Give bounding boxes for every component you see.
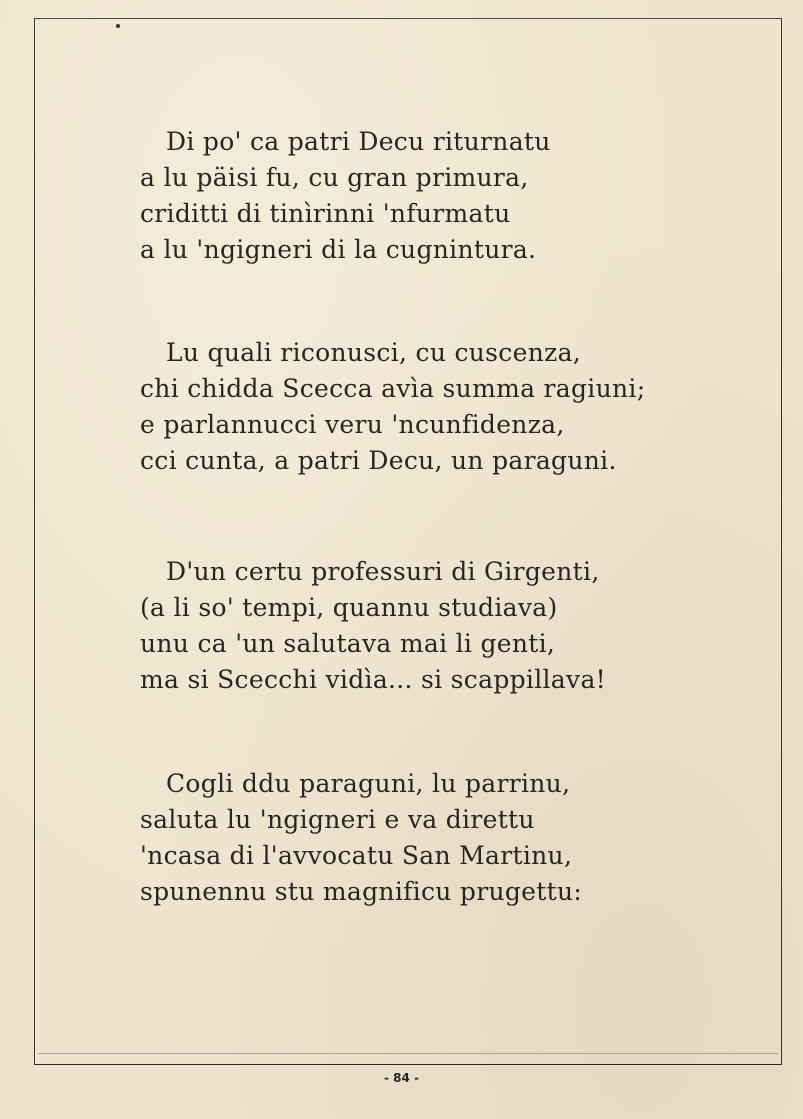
verse-line: saluta lu 'ngigneri e va direttu xyxy=(140,805,535,834)
frame-bottom-inner-rule xyxy=(38,1053,778,1054)
verse-line: Di po' ca patri Decu riturnatu xyxy=(166,127,551,156)
frame-right-rule xyxy=(781,18,782,1064)
verse-line: 'ncasa di l'avvocatu San Martinu, xyxy=(140,841,573,870)
stanza-2 xyxy=(140,335,700,479)
ink-speck xyxy=(116,24,120,28)
verse-line: (a li so' tempi, quannu studiava) xyxy=(140,593,558,622)
verse-line: cci cunta, a patri Decu, un paraguni. xyxy=(140,446,617,475)
verse-line: a lu päisi fu, cu gran primura, xyxy=(140,163,529,192)
verse-line: criditti di tinìrinni 'nfurmatu xyxy=(140,199,511,228)
verse-line: unu ca 'un salutava mai li genti, xyxy=(140,629,556,658)
page-number: - 84 - xyxy=(383,1071,419,1085)
verse-line: e parlannucci veru 'ncunfidenza, xyxy=(140,410,565,439)
frame-top-rule xyxy=(34,18,782,19)
frame-bottom-rule xyxy=(34,1064,782,1065)
frame-left-rule xyxy=(34,18,35,1064)
verse-line: Lu quali riconusci, cu cuscenza, xyxy=(166,338,582,367)
stanza-4 xyxy=(140,766,700,910)
verse-line: ma si Scecchi vidìa... si scappillava! xyxy=(140,665,606,694)
verse-line: D'un certu professuri di Girgenti, xyxy=(166,557,600,586)
verse-line: a lu 'ngigneri di la cugnintura. xyxy=(140,235,537,264)
stanza-3 xyxy=(140,554,700,698)
verse-line: Cogli ddu paraguni, lu parrinu, xyxy=(166,769,571,798)
verse-line: spunennu stu magnificu prugettu: xyxy=(140,877,583,906)
stanza-1 xyxy=(140,124,700,268)
verse-line: chi chidda Scecca avìa summa ragiuni; xyxy=(140,374,646,403)
